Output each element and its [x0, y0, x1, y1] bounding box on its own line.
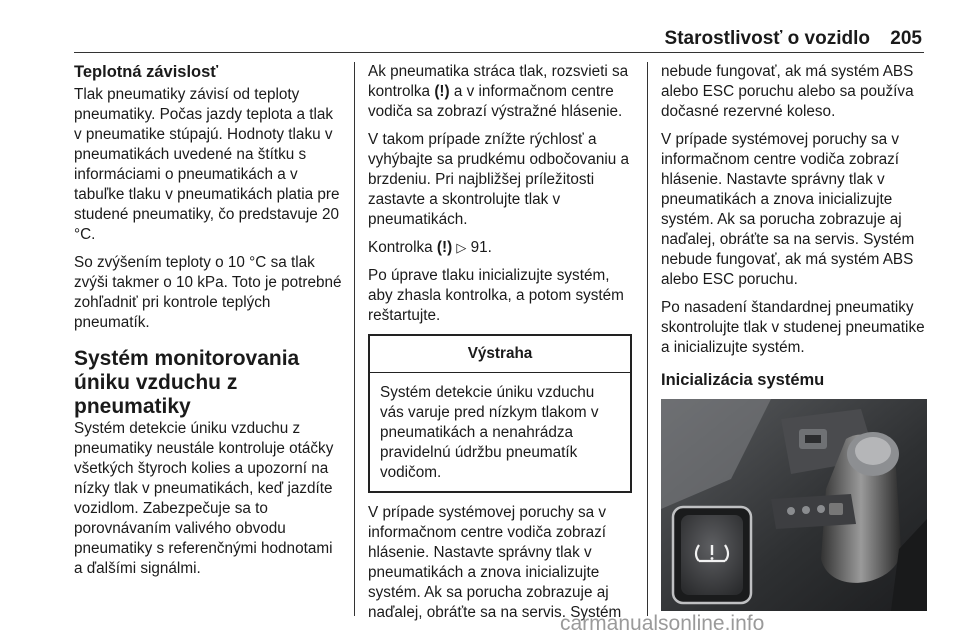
column-1: [74, 62, 344, 587]
header-rule: [74, 52, 924, 53]
paragraph-system-description: Systém detekcie úniku vzduchu z pneumatiky neustále kontroluje otáčky všetkých štyroch kolies a upozorní na nízky tlak v pneumatikách, keď jazdíte vozidlom. Zabezpečuje sa to porovnávaním valivého obvodu pneumatiky s referenčnými hodnotami a ďalšími signálmi.: [74, 420, 334, 577]
paragraph-system-fault-2: V prípade systémovej poruchy sa v informačnom centre vodiča zobrazí hlásenie. Nastavte správny tlak v pneumatikách a znova inicializujte systém. Ak sa porucha zobrazuje aj naďalej, obráťte sa na servis. Systém nebude fungovať, ak má systém ABS alebo ESC poruchu.: [661, 131, 915, 288]
tire-warning-icon: (!): [434, 83, 450, 100]
page-header: [0, 0, 960, 48]
heading-temperature-dependence: Teplotná závislosť: [74, 63, 219, 81]
column-divider-2: [647, 62, 648, 616]
column-divider-1: [354, 62, 355, 616]
center-console-illustration: [661, 399, 927, 611]
heading-leak-monitoring-system: Systém monitorovania úniku vzduchu z pneumatiky: [74, 347, 300, 418]
paragraph-system-fault: V prípade systémovej poruchy sa v informačnom centre vodiča zobrazí hlásenie. Nastavte správny tlak v pneumatikách a znova inicializujte systém. Ak sa porucha zobrazuje aj naďalej, obráťte sa na servis. Systém: [368, 504, 622, 621]
watermark: carmanualsonline.info: [560, 612, 765, 635]
page-reference-arrow-icon: ▷: [456, 240, 467, 255]
paragraph-pressure-loss: Ak pneumatika stráca tlak, rozsvieti sa kontrolka (!) a v informačnom centre vodiča sa zobrazí výstražné hlásenie.: [368, 63, 629, 120]
console-photo: [661, 399, 927, 611]
chapter-title: Starostlivosť o vozidlo: [664, 28, 870, 49]
warning-box: [368, 334, 632, 493]
paragraph-indicator-reference: Kontrolka (!) ▷ 91.: [368, 239, 492, 256]
warning-body: Systém detekcie úniku vzduchu vás varuje pred nízkym tlakom v pneumatikách a nenahrádza pravidelnú údržbu pneumatík vodičom.: [380, 384, 599, 481]
page-number: 205: [890, 28, 922, 49]
paragraph-reduce-speed: V takom prípade znížte rýchlosť a vyhýbajte sa prudkému odbočovaniu a brzdeniu. Pri najbližšej príležitosti zastavte a skontrolujte tlak v pneumatikách.: [368, 131, 630, 228]
tire-warning-icon: (!): [436, 239, 453, 256]
heading-system-initialization: Inicializácia systému: [661, 371, 825, 389]
paragraph-initialize-after-adjust: Po úprave tlaku inicializujte systém, aby zhasla kontrolka, a potom systém reštartujte.: [368, 267, 624, 324]
page-reference-link[interactable]: 91.: [470, 239, 492, 256]
paragraph-temperature-1: Tlak pneumatiky závisí od teploty pneumatiky. Počas jazdy teplota a tlak v pneumatike stúpajú. Hodnoty tlaku v pneumatikách uvedené na štítku s informáciami o pneumatikách a v tabuľke tlaku v pneumatikách platia pre studené pneumatiky, čo predstavuje 20 °C.: [74, 86, 340, 243]
warning-title: Výstraha: [370, 336, 630, 373]
column-3: [661, 62, 931, 611]
column-2: [368, 62, 636, 631]
paragraph-temperature-2: So zvýšením teploty o 10 °C sa tlak zvýši takmer o 10 kPa. Toto je potrebné zohľadniť pri kontrole teplých pneumatík.: [74, 254, 342, 331]
paragraph-abs-esc: nebude fungovať, ak má systém ABS alebo ESC poruchu alebo sa používa dočasné rezervné koleso.: [661, 63, 914, 120]
paragraph-standard-tire: Po nasadení štandardnej pneumatiky skontrolujte tlak v studenej pneumatike a inicializujte systém.: [661, 299, 925, 356]
